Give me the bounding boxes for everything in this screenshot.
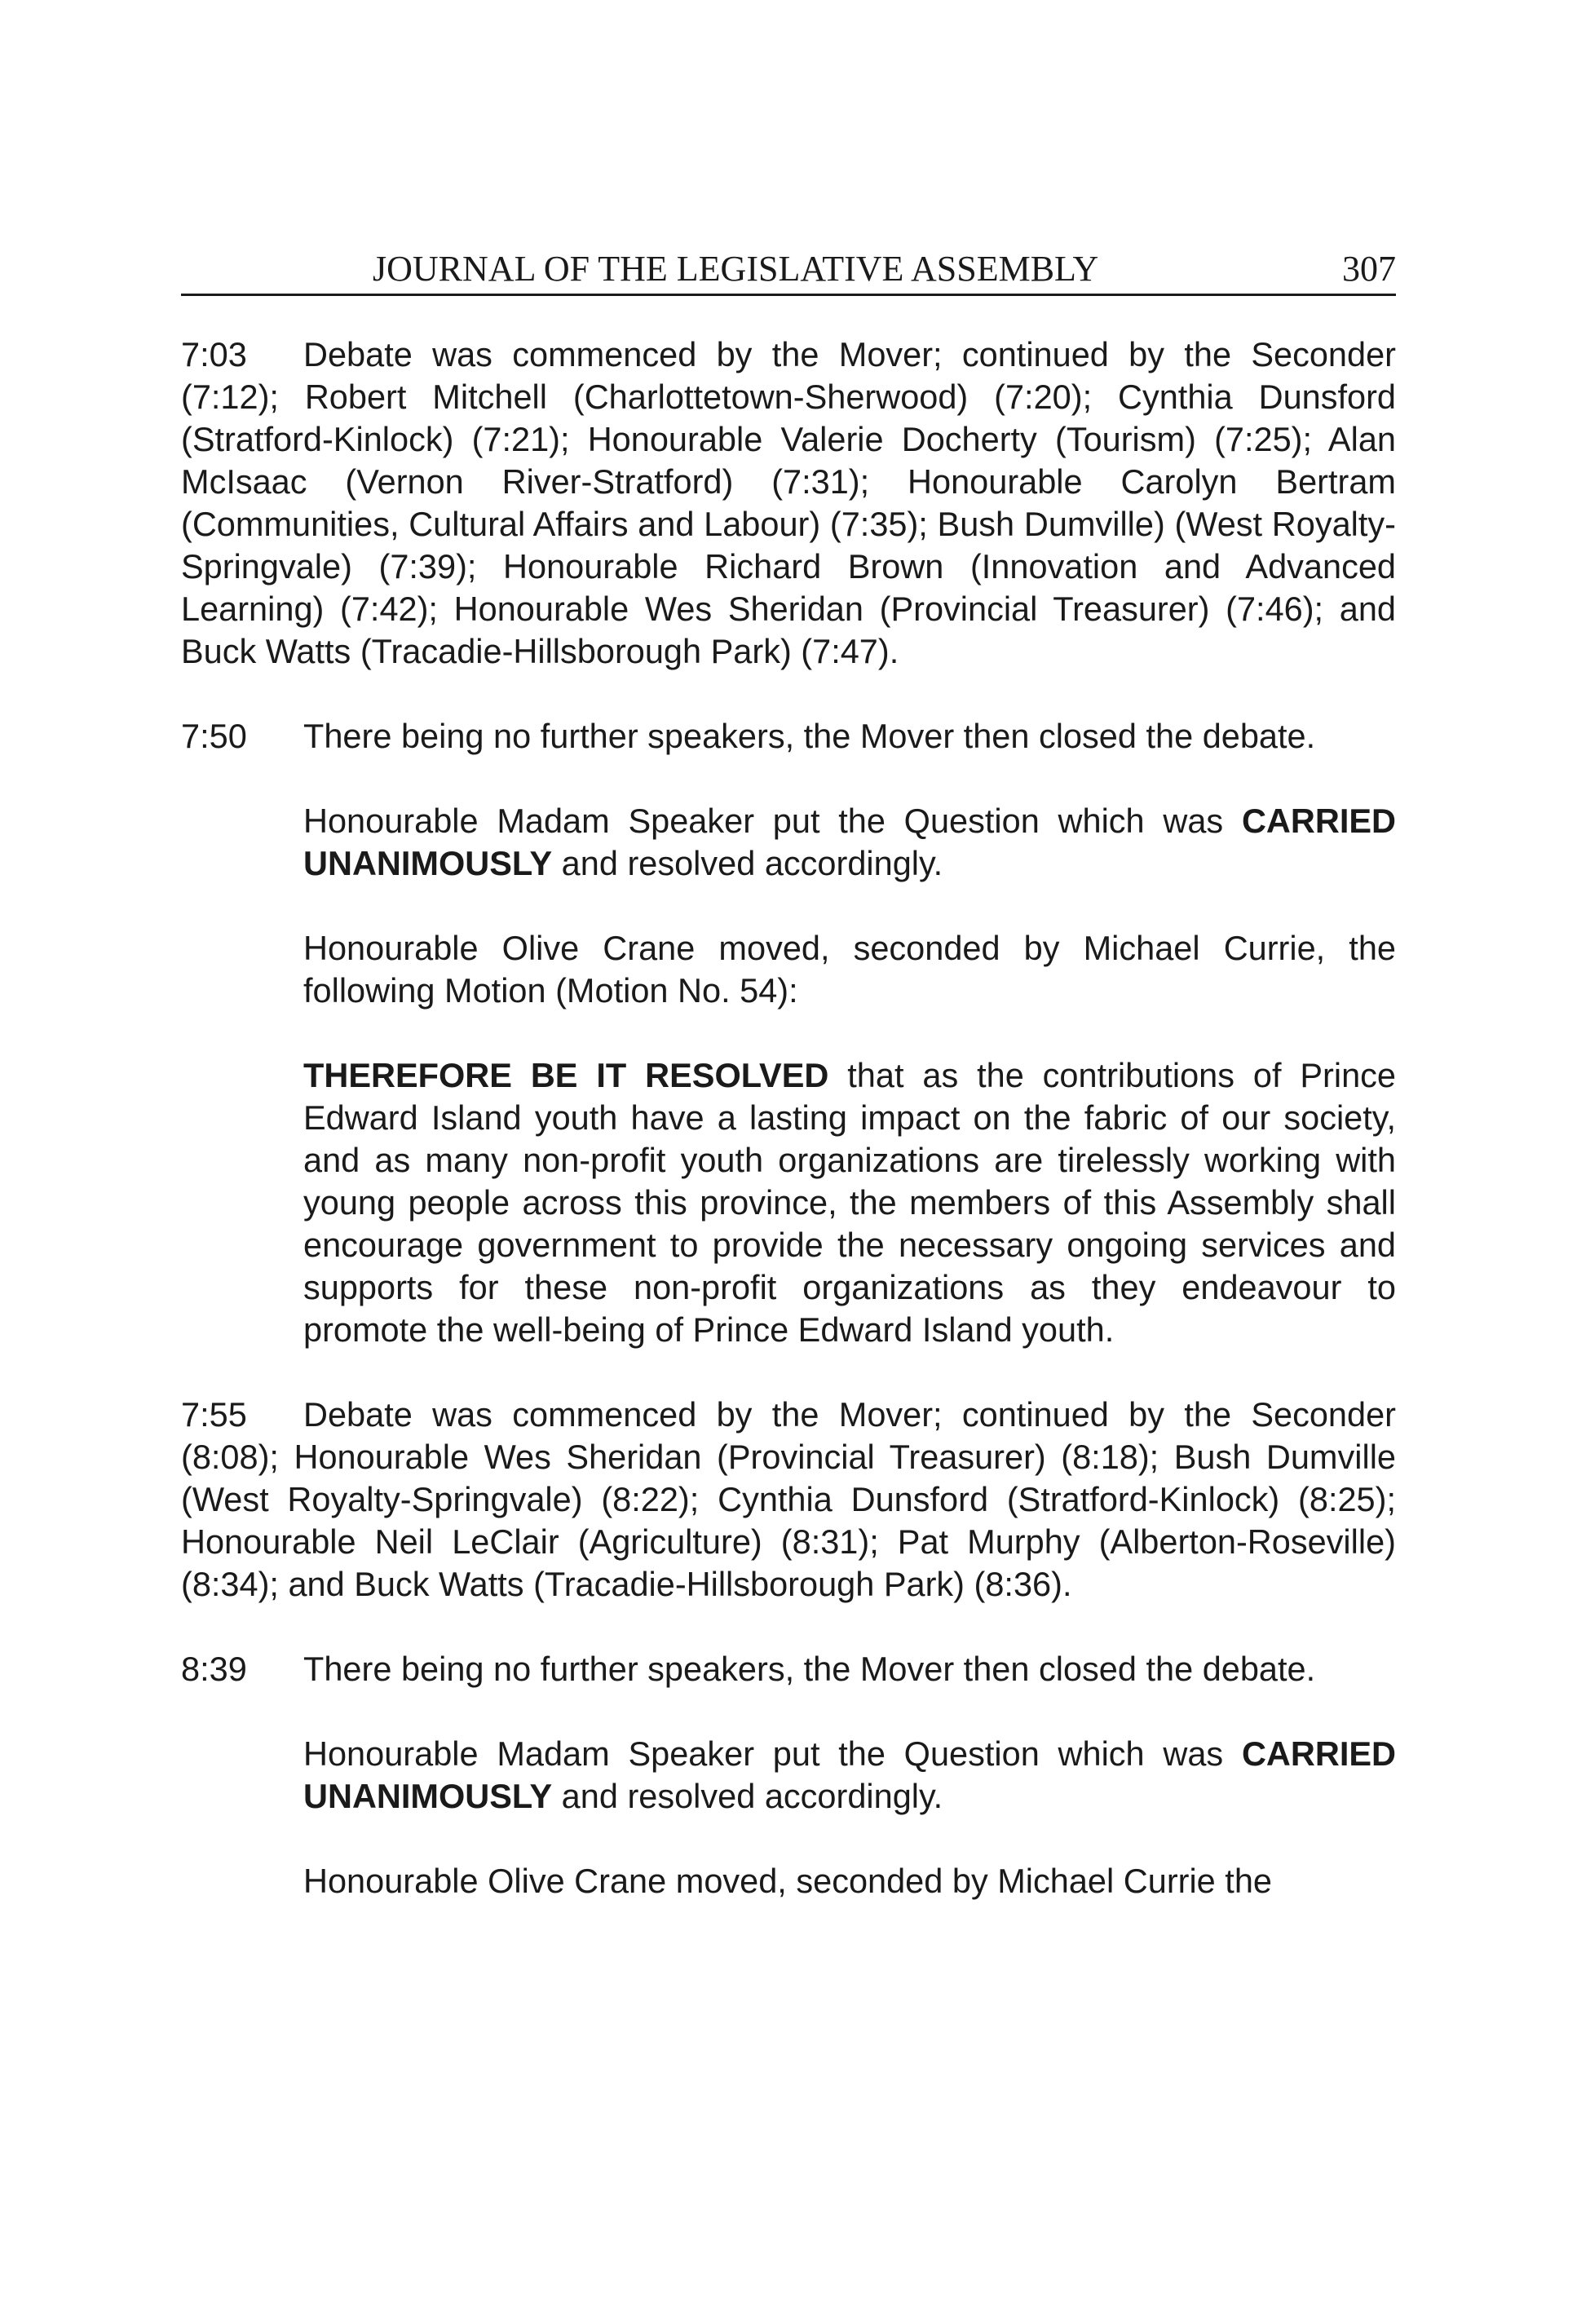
resolution-lead: THEREFORE BE IT RESOLVED xyxy=(303,1056,829,1094)
journal-body xyxy=(181,334,1396,1902)
entry-time: 7:55 xyxy=(181,1395,247,1434)
question-text-end: and resolved accordingly. xyxy=(552,844,943,882)
question-text-end: and resolved accordingly. xyxy=(552,1777,943,1815)
running-header xyxy=(181,245,1396,296)
motion-text: Honourable Olive Crane moved, seconded by Michael Currie, the following Motion (Motion No. 54): xyxy=(303,929,1396,1010)
entry-time: 7:50 xyxy=(181,717,247,755)
entry-text: There being no further speakers, the Mover then closed the debate. xyxy=(303,1650,1316,1688)
question-text: Honourable Madam Speaker put the Question which was xyxy=(303,1734,1242,1773)
journal-title: JOURNAL OF THE LEGISLATIVE ASSEMBLY xyxy=(373,249,1099,289)
resolution-text: that as the contributions of Prince Edward Island youth have a lasting impact on the fabric of our society, and as many non-profit youth organizations are tirelessly working with young people across this province, the members of this Assembly shall encourage government to provide the necessary ongoing services and supports for these non-profit organizations as they endeavour to promote the well-being of Prince Edward Island youth. xyxy=(303,1056,1397,1349)
motion-text: Honourable Olive Crane moved, seconded by Michael Currie the xyxy=(303,1862,1272,1900)
question-text: Honourable Madam Speaker put the Question which was xyxy=(303,802,1242,840)
entry-close-839 xyxy=(181,1648,1396,1690)
motion-intro-next xyxy=(303,1860,1396,1902)
page-number: 307 xyxy=(1342,249,1396,289)
entry-debate-703 xyxy=(181,334,1396,673)
question-result: CARRIED UNANIMOUSLY xyxy=(303,1734,1396,1815)
entry-close-750 xyxy=(181,715,1396,758)
question-result: CARRIED UNANIMOUSLY xyxy=(303,802,1396,882)
entry-text: Debate was commenced by the Mover; continued by the Seconder (7:12); Robert Mitchell (Charlottetown-Sherwood) (7:20); Cynthia Dunsford (Stratford-Kinlock) (7:21); Honourable Valerie Docherty (Tourism) (7:25); Alan McIsaac (Vernon River-Stratford) (7:31); Honourable Carolyn Bertram (Communities, Cultural Affairs and Labour) (7:35); Bush Dumville) (West Royalty-Springvale) (7:39); Honourable Richard Brown (Innovation and Advanced Learning) (7:42); Honourable Wes Sheridan (Provincial Treasurer) (7:46); and Buck Watts (Tracadie-Hillsborough Park) (7:47). xyxy=(181,335,1396,670)
resolution-54 xyxy=(303,1054,1396,1351)
journal-page xyxy=(181,245,1396,1902)
question-carried-1 xyxy=(303,800,1396,885)
entry-time: 8:39 xyxy=(181,1650,247,1688)
entry-time: 7:03 xyxy=(181,335,247,373)
entry-text: There being no further speakers, the Mover then closed the debate. xyxy=(303,717,1316,755)
motion-intro-54 xyxy=(303,927,1396,1012)
entry-text: Debate was commenced by the Mover; continued by the Seconder (8:08); Honourable Wes Sheridan (Provincial Treasurer) (8:18); Bush Dumville (West Royalty-Springvale) (8:22); Cynthia Dunsford (Stratford-Kinlock) (8:25); Honourable Neil LeClair (Agriculture) (8:31); Pat Murphy (Alberton-Roseville) (8:34); and Buck Watts (Tracadie-Hillsborough Park) (8:36). xyxy=(181,1395,1396,1603)
entry-debate-755 xyxy=(181,1394,1396,1606)
question-carried-2 xyxy=(303,1733,1396,1818)
